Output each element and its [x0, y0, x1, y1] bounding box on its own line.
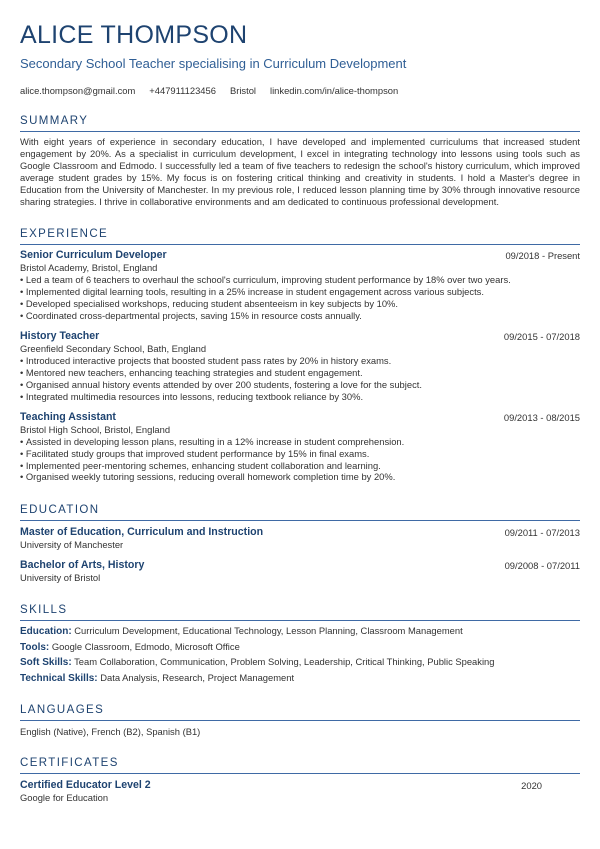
certificates-heading: CERTIFICATES [20, 756, 580, 774]
contact-phone[interactable]: +447911123456 [149, 85, 216, 96]
certificates-section [20, 756, 580, 804]
skill-label: Tools: [20, 641, 50, 653]
skill-row [20, 655, 580, 671]
skill-value: Curriculum Development, Educational Technology, Lesson Planning, Classroom Management [74, 625, 463, 637]
job-bullet: • Integrated multimedia resources into lessons, reducing textbook reliance by 30%. [20, 391, 580, 403]
school-name: University of Manchester [20, 539, 124, 551]
education-entry [20, 526, 580, 551]
job-title: History Teacher [20, 330, 100, 343]
job-date: 09/2015 - 07/2018 [503, 331, 580, 343]
skill-value: Data Analysis, Research, Project Management [100, 671, 295, 683]
contact-location: Bristol [229, 85, 256, 96]
skill-row [20, 624, 580, 640]
job-bullet: • Led a team of 6 teachers to overhaul the school's curriculum, improving student performance by 18% over two years. [20, 274, 580, 286]
degree-title: Bachelor of Arts, History [20, 559, 145, 572]
certificate-issuer: Google for Education [20, 792, 109, 804]
candidate-name: ALICE THOMPSON [20, 21, 248, 49]
skill-row [20, 671, 580, 687]
summary-section [20, 114, 580, 207]
degree-date: 09/2008 - 07/2011 [504, 560, 580, 572]
job-organisation: Bristol High School, Bristol, England [20, 423, 171, 435]
resume-header [20, 20, 580, 97]
skill-value: Team Collaboration, Communication, Problem Solving, Leadership, Critical Thinking, Public Speaking [74, 656, 495, 668]
languages-list: English (Native), French (B2), Spanish (B1) [20, 726, 201, 738]
job-title: Senior Curriculum Developer [20, 249, 167, 262]
experience-heading: EXPERIENCE [20, 227, 580, 245]
resume-page [20, 20, 580, 804]
job-bullet: • Assisted in developing lesson plans, resulting in a 12% increase in student comprehension. [20, 436, 580, 448]
experience-entry [20, 249, 580, 322]
skills-list [20, 624, 580, 686]
summary-text: With eight years of experience in secondary education, I have developed and implemented curriculums that increased student engagement by 20%. As a specialist in curriculum development, I excel in integrating technology into lessons using tools such as Google Classroom and Edmodo. I successfully led a team of five teachers to redesign the school's history curriculum, which improved average student grades by 15%. My focus is on fostering critical thinking and creativity in students. I hold a Master's degree in Education from the University of Manchester. In my previous role, I reduced lesson planning time by 30% through innovative resource sharing strategies. I thrive in collaborative environments and am dedicated to continuous professional development. [20, 136, 580, 207]
school-name: University of Bristol [20, 572, 101, 584]
education-entry [20, 559, 580, 584]
summary-heading: SUMMARY [20, 114, 580, 132]
contact-info [20, 85, 580, 97]
job-bullet: • Introduced interactive projects that boosted student pass rates by 20% in history exams. [20, 355, 580, 367]
job-bullets [20, 436, 580, 484]
job-bullet: • Organised annual history events attended by over 200 students, fostering a love for the subject. [20, 379, 580, 391]
degree-date: 09/2011 - 07/2013 [504, 527, 580, 539]
degree-title: Master of Education, Curriculum and Instruction [20, 526, 264, 539]
job-bullet: • Implemented digital learning tools, resulting in a 25% increase in student engagement across various subjects. [20, 286, 580, 298]
job-bullets [20, 274, 580, 322]
job-date: 09/2013 - 08/2015 [503, 411, 580, 423]
experience-entry [20, 411, 580, 484]
job-date: 09/2018 - Present [505, 250, 580, 262]
skill-row [20, 640, 580, 656]
languages-section [20, 703, 580, 738]
experience-entry [20, 330, 580, 403]
job-bullet: • Mentored new teachers, enhancing teaching strategies and student engagement. [20, 367, 580, 379]
skill-label: Technical Skills: [20, 672, 98, 684]
contact-linkedin[interactable]: linkedin.com/in/alice-thompson [270, 85, 399, 96]
job-bullets [20, 355, 580, 403]
job-title: Teaching Assistant [20, 410, 116, 423]
skill-value: Google Classroom, Edmodo, Microsoft Office [51, 640, 240, 652]
contact-email[interactable]: alice.thompson@gmail.com [20, 85, 136, 96]
certificate-name: Certified Educator Level 2 [20, 779, 151, 792]
languages-heading: LANGUAGES [20, 703, 580, 721]
certificate-year: 2020 [521, 780, 542, 792]
job-bullet: • Implemented peer-mentoring schemes, enhancing student collaboration and learning. [20, 460, 580, 472]
skills-heading: SKILLS [20, 603, 580, 621]
job-organisation: Bristol Academy, Bristol, England [20, 262, 158, 274]
job-bullet: • Facilitated study groups that improved student performance by 15% in final exams. [20, 448, 580, 460]
education-section [20, 503, 580, 584]
education-heading: EDUCATION [20, 503, 580, 521]
job-bullet: • Coordinated cross-departmental projects, saving 15% in resource costs annually. [20, 310, 580, 322]
job-bullet: • Organised weekly tutoring sessions, reducing overall homework completion time by 20%. [20, 471, 580, 483]
job-organisation: Greenfield Secondary School, Bath, England [20, 343, 207, 355]
candidate-headline: Secondary School Teacher specialising in Curriculum Development [20, 56, 407, 71]
skills-section [20, 603, 580, 686]
skill-label: Education: [20, 626, 72, 638]
certificate-entry [20, 779, 580, 804]
experience-section [20, 227, 580, 483]
skill-label: Soft Skills: [20, 657, 72, 669]
job-bullet: • Developed specialised workshops, reducing student absenteeism in key subjects by 10%. [20, 298, 580, 310]
